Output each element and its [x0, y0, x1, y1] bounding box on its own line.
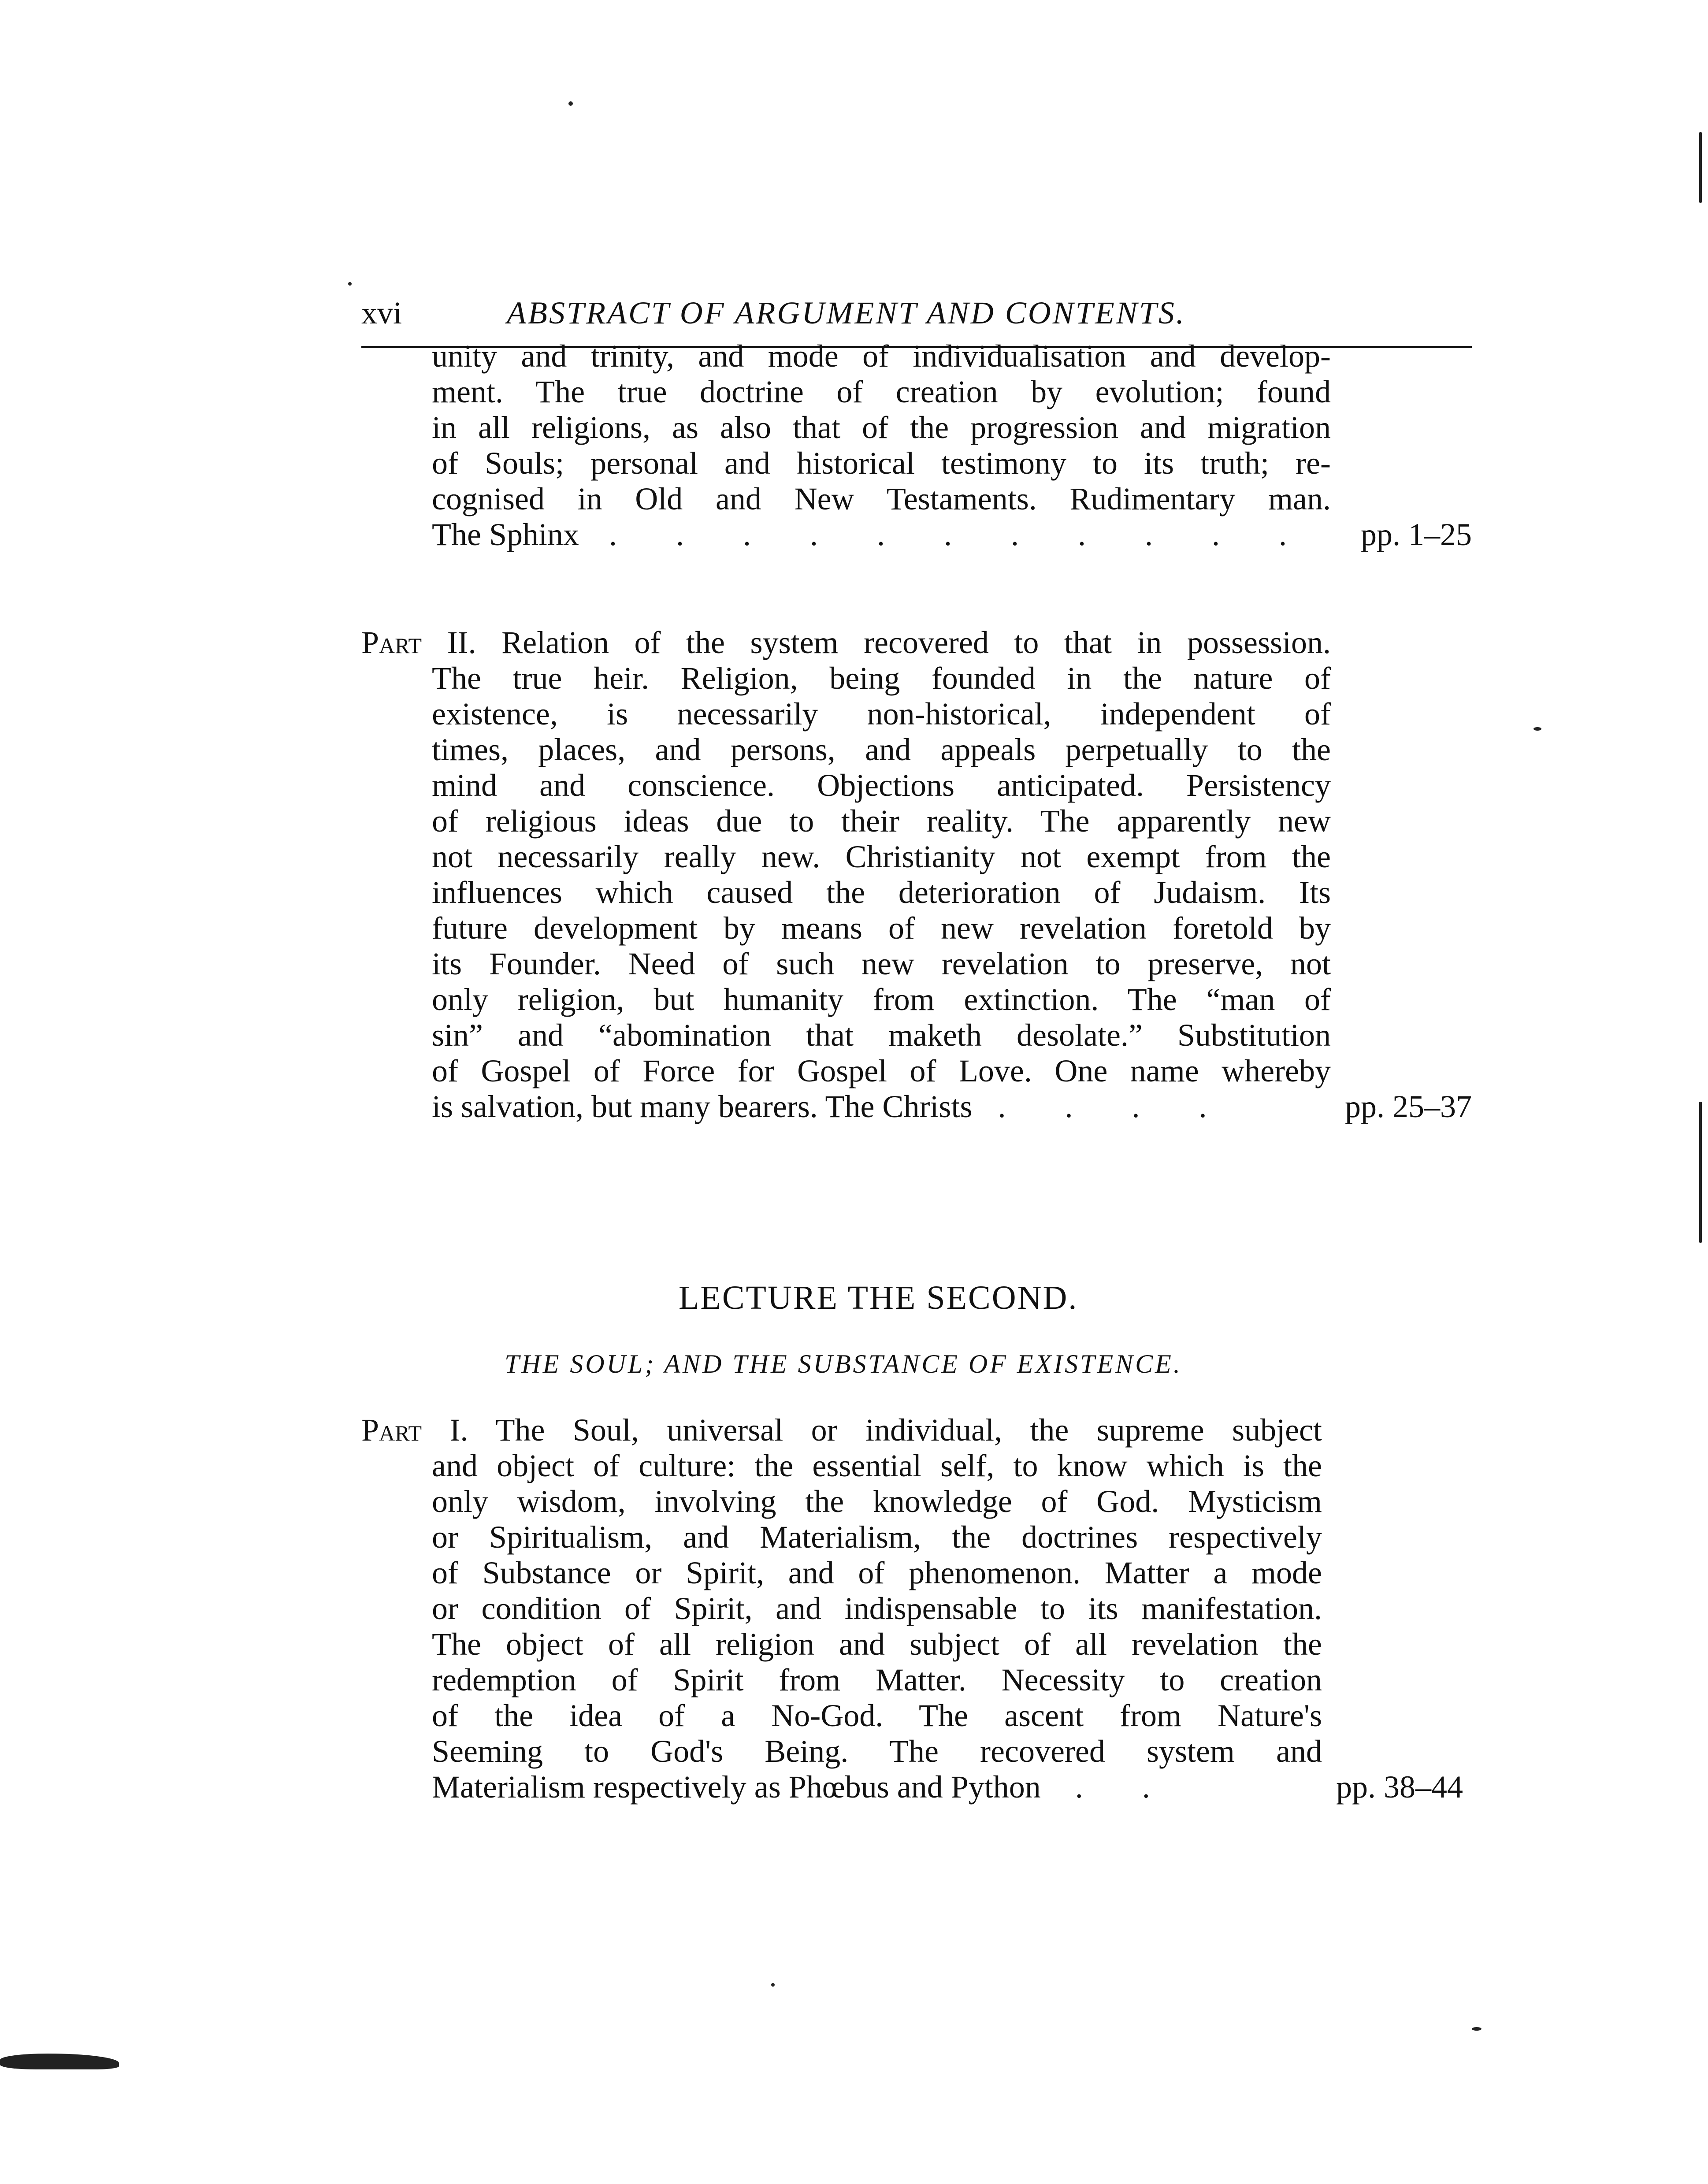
entry-line: redemption of Spirit from Matter. Necessity to creation: [432, 1662, 1322, 1697]
entry-line: only religion, but humanity from extinction. The “man of: [432, 982, 1331, 1017]
entry-line: unity and trinity, and mode of individualisation and develop-: [432, 338, 1331, 374]
entry-line: ment. The true doctrine of creation by evolution; found: [432, 374, 1331, 409]
entry-line: sin” and “abomination that maketh desolate.” Substitution: [432, 1018, 1331, 1053]
entry-text: The Sphinx: [432, 517, 579, 552]
entry-line: future development by means of new revelation foretold by: [432, 910, 1331, 946]
scan-speck: [348, 282, 352, 286]
scan-speck: [1533, 727, 1541, 731]
scan-speck: [771, 1983, 775, 1987]
entry-text: Materialism respectively as Phœbus and Python: [432, 1769, 1041, 1805]
scan-edge-mark: [1699, 1102, 1702, 1243]
entry-body: [432, 661, 1331, 1089]
entry-line: existence, is necessarily non-historical, independent of: [432, 696, 1331, 732]
continuation-entry: [432, 338, 1472, 553]
entry-last-line: [432, 1769, 1463, 1805]
page-reference: pp. 38–44: [1336, 1769, 1463, 1805]
entry-line: cognised in Old and New Testaments. Rudimentary man.: [432, 481, 1331, 516]
entry-line: in all religions, as also that of the progression and migration: [432, 410, 1331, 445]
entry-first-line: [361, 625, 1331, 661]
entry-line: only wisdom, involving the knowledge of God. Mysticism: [432, 1484, 1322, 1519]
leader-dots: . .: [1075, 1769, 1176, 1805]
lecture-subtitle: THE SOUL; AND THE SUBSTANCE OF EXISTENCE.: [505, 1349, 1182, 1378]
entry-line: or Spiritualism, and Materialism, the doctrines respectively: [432, 1519, 1322, 1555]
scan-smudge: [0, 2054, 119, 2069]
entry-line: its Founder. Need of such new revelation to preserve, not: [432, 946, 1331, 981]
entry-line: of Gospel of Force for Gospel of Love. One name whereby: [432, 1053, 1331, 1088]
entry-line: times, places, and persons, and appeals perpetually to the: [432, 732, 1331, 767]
entry-last-line: [432, 517, 1472, 553]
entry-line: The true heir. Religion, being founded in the nature of: [432, 661, 1331, 696]
entry-text: is salvation, but many bearers. The Christs: [432, 1089, 973, 1124]
entry-text: The Soul, universal or individual, the supreme subject: [495, 1412, 1322, 1448]
entry-line: or condition of Spirit, and indispensable to its manifestation.: [432, 1591, 1322, 1626]
page-reference: pp. 1–25: [1361, 517, 1472, 552]
entry-text: Relation of the system recovered to that in possession.: [501, 625, 1331, 660]
entry-line: of Substance or Spirit, and of phenomenon. Matter a mode: [432, 1555, 1322, 1590]
part-one-entry: [361, 1412, 1463, 1805]
entry-line: and object of culture: the essential self, to know which is the: [432, 1448, 1322, 1483]
part-label: Part I.: [361, 1412, 468, 1448]
lecture-title: LECTURE THE SECOND.: [679, 1279, 1078, 1316]
entry-line: The object of all religion and subject of all revelation the: [432, 1627, 1322, 1662]
leader-dots: . . . . . . . . . . .: [609, 517, 1312, 552]
entry-line: not necessarily really new. Christianity not exempt from the: [432, 839, 1331, 874]
part-label: Part II.: [361, 625, 476, 660]
entry-line: of Souls; personal and historical testimony to its truth; re-: [432, 446, 1331, 481]
entry-line: influences which caused the deterioration of Judaism. Its: [432, 875, 1331, 910]
entry-line: mind and conscience. Objections anticipated. Persistency: [432, 768, 1331, 803]
leader-dots: . . . .: [998, 1089, 1233, 1124]
scan-speck: [568, 101, 573, 106]
entry-line: of the idea of a No-God. The ascent from Nature's: [432, 1698, 1322, 1733]
entry-line: of religious ideas due to their reality. The apparently new: [432, 803, 1331, 839]
running-header: [361, 291, 1472, 339]
part-two-entry: [361, 625, 1472, 1125]
page-number: xvi: [361, 295, 402, 331]
scan-speck: [1472, 2027, 1482, 2031]
entry-first-line: [361, 1412, 1322, 1448]
scan-edge-mark: [1699, 132, 1702, 203]
entry-last-line: [432, 1089, 1472, 1125]
entry-body: [432, 1448, 1322, 1769]
entry-line: Seeming to God's Being. The recovered system and: [432, 1734, 1322, 1769]
page-reference: pp. 25–37: [1345, 1089, 1472, 1124]
header-title: ABSTRACT OF ARGUMENT AND CONTENTS.: [507, 295, 1186, 331]
